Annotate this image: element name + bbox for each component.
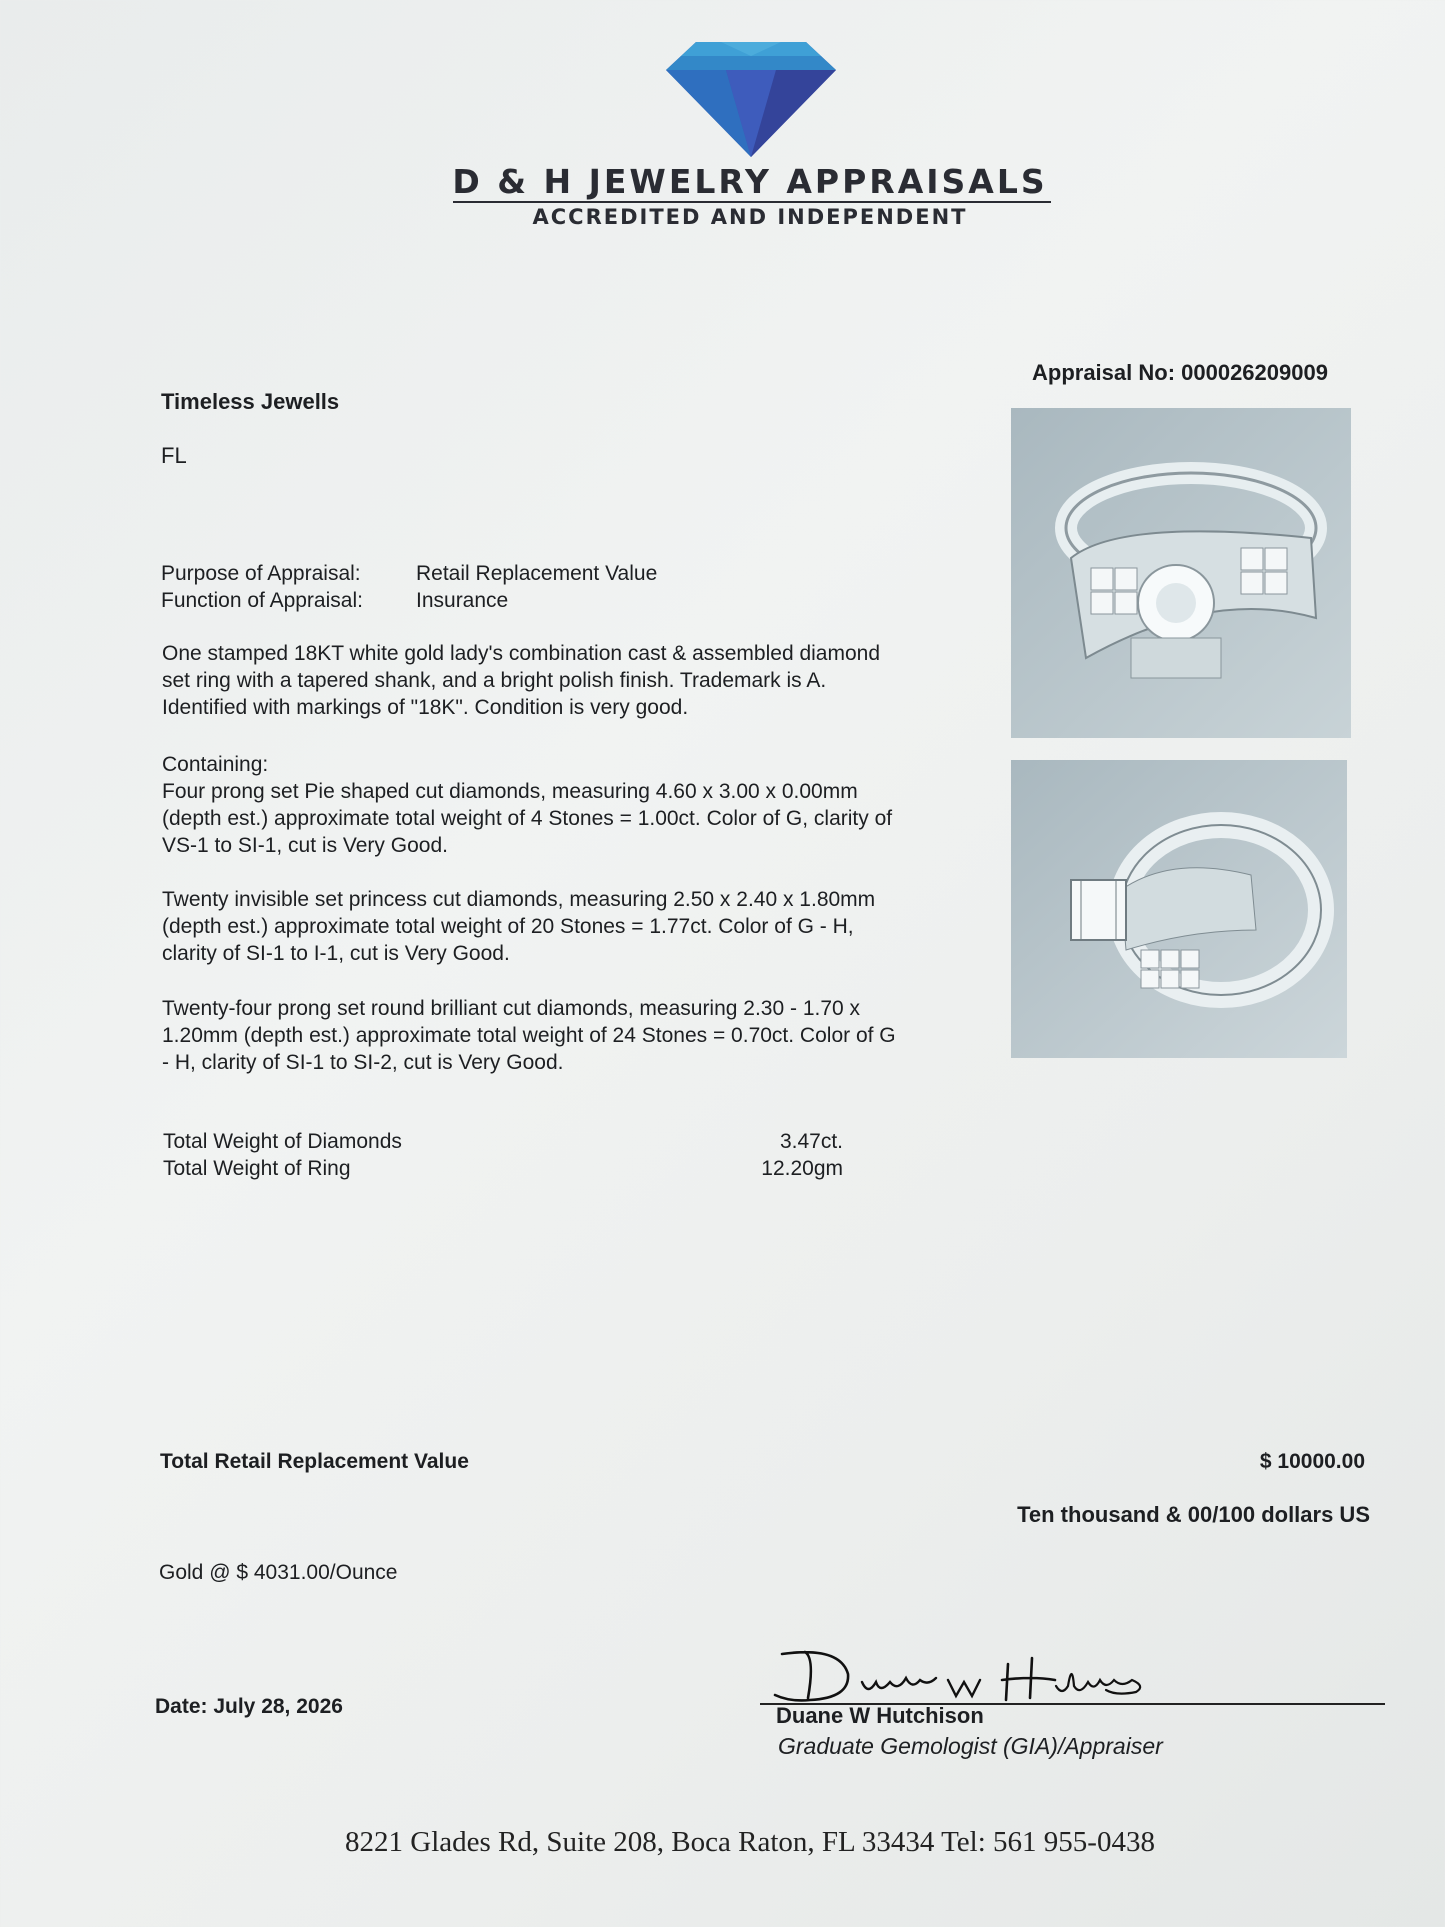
signer-name: Duane W Hutchison <box>776 1703 984 1728</box>
stone-line: (depth est.) approximate total weight of 20 Stones = 1.77ct. Color of G - H, <box>162 915 854 938</box>
totals-row <box>163 1128 843 1155</box>
total-label: Total Weight of Diamonds <box>163 1130 402 1153</box>
value-label: Total Retail Replacement Value <box>160 1450 469 1473</box>
item-description <box>162 640 992 721</box>
stone-line: Four prong set Pie shaped cut diamonds, measuring 4.60 x 3.00 x 0.00mm <box>162 780 858 803</box>
stone-line: - H, clarity of SI-1 to SI-2, cut is Very Good. <box>162 1051 564 1074</box>
total-value: 3.47ct. <box>779 1130 843 1153</box>
signature <box>770 1640 1190 1710</box>
company-tagline: ACCREDITED AND INDEPENDENT <box>532 205 968 229</box>
total-value: 12.20gm <box>761 1157 843 1180</box>
function-value: Insurance <box>416 589 509 612</box>
company-name: D & H JEWELRY APPRAISALS <box>452 162 1048 201</box>
stone-group <box>162 886 992 967</box>
purpose-block <box>161 560 657 614</box>
value-amount: $ 10000.00 <box>1259 1450 1365 1473</box>
stone-line: Twenty invisible set princess cut diamonds, measuring 2.50 x 2.40 x 1.80mm <box>162 888 876 911</box>
value-in-words: Ten thousand & 00/100 dollars US <box>1017 1502 1370 1527</box>
totals-row <box>163 1155 843 1182</box>
stone-line: Twenty-four prong set round brilliant cut diamonds, measuring 2.30 - 1.70 x <box>162 997 861 1020</box>
totals-table <box>163 1128 843 1182</box>
client-state: FL <box>161 443 187 468</box>
description-line: One stamped 18KT white gold lady's combination cast & assembled diamond <box>162 642 881 665</box>
total-label: Total Weight of Ring <box>163 1157 351 1180</box>
diamond-gem-icon <box>666 42 836 157</box>
ring-side-image <box>1011 760 1347 1058</box>
function-row <box>161 587 657 614</box>
purpose-row <box>161 560 657 587</box>
stone-line: VS-1 to SI-1, cut is Very Good. <box>162 834 448 857</box>
description-line: set ring with a tapered shank, and a bright polish finish. Trademark is A. <box>162 669 827 692</box>
ring-top-image <box>1011 408 1351 738</box>
signer-title: Graduate Gemologist (GIA)/Appraiser <box>778 1733 1163 1759</box>
purpose-label: Purpose of Appraisal: <box>161 562 361 585</box>
containing-label: Containing: <box>162 753 269 776</box>
function-label: Function of Appraisal: <box>161 589 363 612</box>
stone-line: (depth est.) approximate total weight of 4 Stones = 1.00ct. Color of G, clarity of <box>162 807 893 830</box>
footer-address: 8221 Glades Rd, Suite 208, Boca Raton, FL 33434 Tel: 561 955-0438 <box>345 1826 1155 1858</box>
ring-photo-side <box>1011 760 1347 1058</box>
gold-price: Gold @ $ 4031.00/Ounce <box>159 1561 398 1584</box>
ring-photo-top <box>1011 408 1351 738</box>
appraisal-date: Date: July 28, 2026 <box>155 1695 343 1718</box>
header-rule <box>453 201 1051 203</box>
stone-line: 1.20mm (depth est.) approximate total weight of 24 Stones = 0.70ct. Color of G <box>162 1024 896 1047</box>
purpose-value: Retail Replacement Value <box>416 562 658 585</box>
stone-line: clarity of SI-1 to I-1, cut is Very Good. <box>162 942 510 965</box>
stone-group <box>162 995 992 1076</box>
client-name: Timeless Jewells <box>161 389 340 414</box>
stone-group <box>162 778 992 859</box>
appraisal-number: Appraisal No: 000026209009 <box>1032 360 1328 385</box>
description-line: Identified with markings of "18K". Condition is very good. <box>162 696 689 719</box>
